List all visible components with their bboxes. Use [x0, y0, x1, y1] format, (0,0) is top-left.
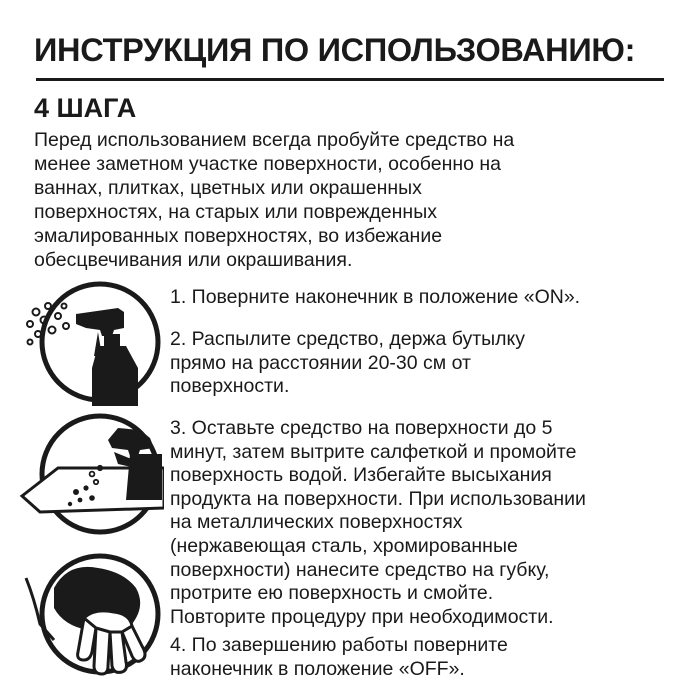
hand-wiping-icon	[14, 548, 164, 684]
step-line: поверхность водой. Избегайте высыхания	[170, 464, 552, 487]
intro-line: эмалированных поверхностях, во избежание	[34, 225, 443, 247]
step-line: протрите ею поверхность и смойте.	[170, 582, 494, 605]
step-line: (нержавеющая сталь, хромированные	[170, 534, 518, 557]
step-line: на металлических поверхностях	[170, 511, 463, 534]
step-line: 1. Поверните наконечник в положение «ON».	[170, 286, 581, 308]
spray-on-surface-icon	[14, 408, 164, 544]
intro-line: Перед использованием всегда пробуйте средство на	[34, 129, 515, 151]
intro-line: обесцвечивания или окрашивания.	[34, 249, 353, 271]
step-line: 3. Оставьте средство на поверхности до 5	[170, 417, 553, 439]
title-divider	[36, 78, 664, 81]
step-4-text	[170, 634, 690, 681]
step-line: 4. По завершению работы поверните	[170, 634, 508, 656]
step-line: Повторите процедуру при необходимости.	[170, 605, 554, 628]
step-line: поверхности) нанесите средство на губку,	[170, 558, 550, 581]
step-line: продукта на поверхности. При использовании	[170, 487, 586, 510]
step-line: прямо на расстоянии 20-30 см от	[170, 351, 471, 374]
intro-paragraph	[34, 128, 674, 272]
step-1-text	[170, 286, 690, 310]
step-line: поверхности.	[170, 375, 290, 398]
step-line: наконечник в положение «OFF».	[170, 657, 465, 680]
intro-line: поверхностях, на старых или поврежденных	[34, 201, 437, 223]
step-2-text	[170, 328, 690, 399]
spray-bottle-icon	[14, 276, 164, 406]
page-title: ИНСТРУКЦИЯ ПО ИСПОЛЬЗОВАНИЮ:	[34, 32, 636, 68]
step-line: минут, затем вытрите салфеткой и промойте	[170, 440, 577, 463]
intro-line: менее заметном участке поверхности, особенно на	[34, 153, 501, 175]
step-line: 2. Распылите средство, держа бутылку	[170, 328, 526, 350]
intro-line: ваннах, плитках, цветных или окрашенных	[34, 177, 422, 199]
steps-heading: 4 ШАГА	[34, 93, 137, 123]
step-3-text	[170, 417, 690, 629]
